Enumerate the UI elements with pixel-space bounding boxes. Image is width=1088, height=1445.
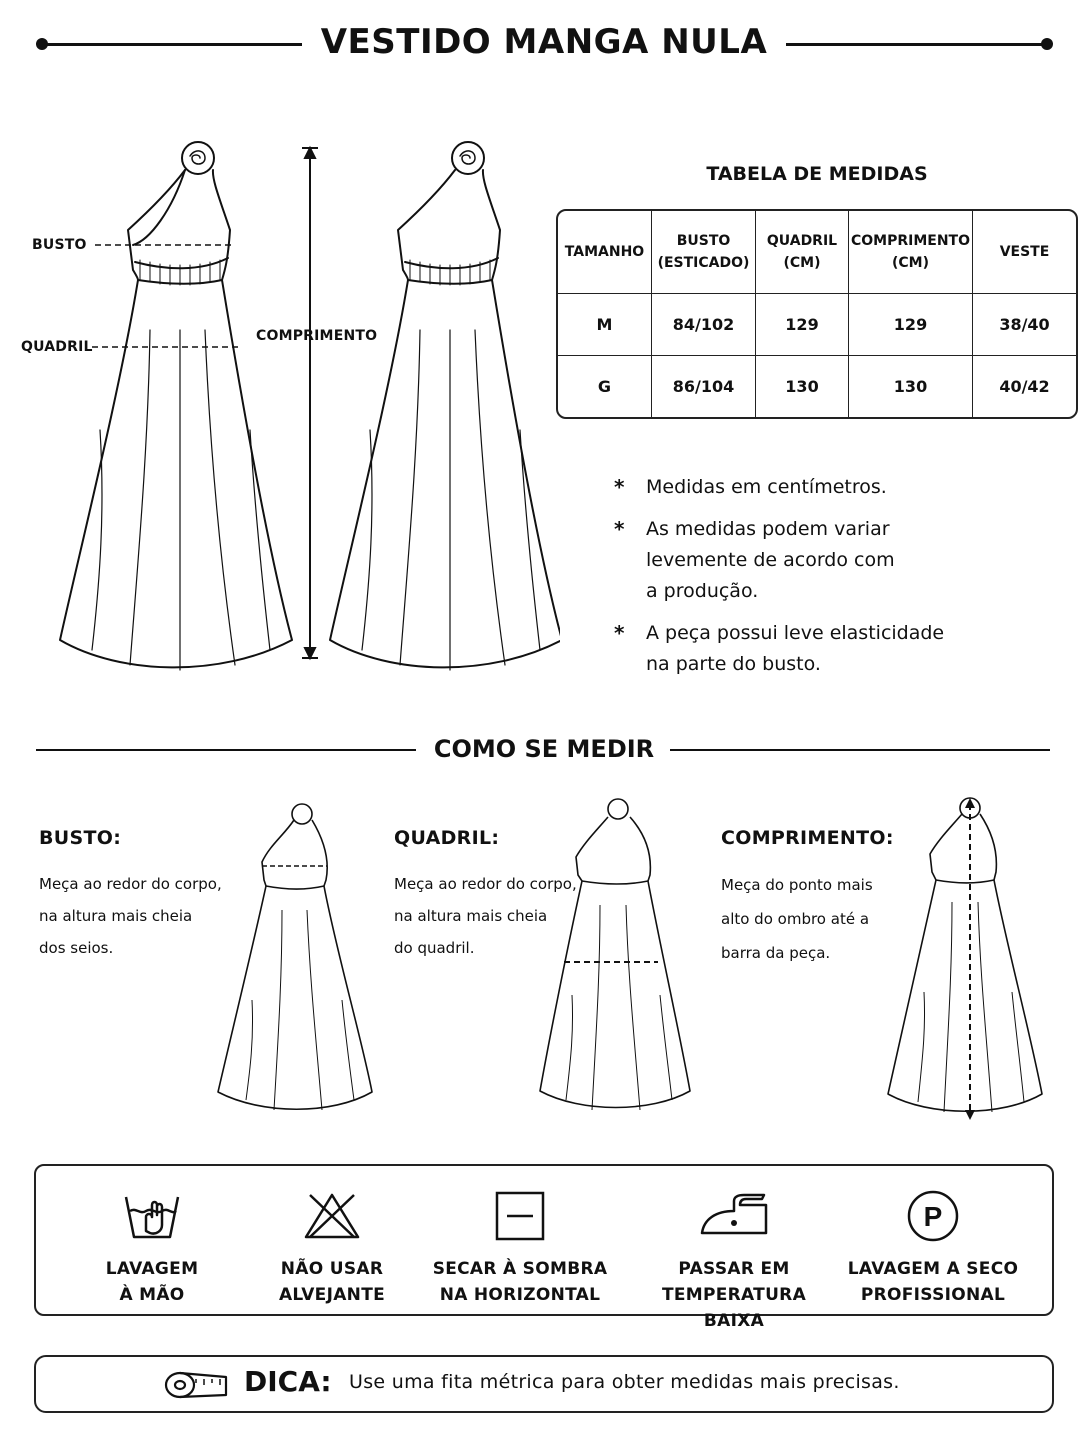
care-label: LAVAGEM A SECO PROFISSIONAL (847, 1259, 1019, 1305)
tip-label: DICA: (244, 1365, 332, 1398)
table-header-cell: COMPRIMENTO (CM) (849, 211, 973, 294)
note-bullet: * (614, 475, 625, 499)
how-heading-comprimento: COMPRIMENTO: (721, 827, 894, 849)
how-text-comprimento: Meça do ponto mais alto do ombro até a barra da peça. (721, 876, 873, 962)
table-cell: 40/42 (999, 377, 1050, 396)
header-right-rule (786, 43, 1046, 46)
svg-text:P: P (923, 1201, 943, 1232)
how-heading-quadril: QUADRIL: (394, 827, 500, 849)
care-item-dry-flat-shade (420, 1188, 620, 1308)
dress-diagram-busto (212, 800, 382, 1120)
table-cell: 130 (849, 356, 973, 417)
list-item (614, 514, 1054, 607)
table-header-cell: BUSTO (ESTICADO) (652, 211, 756, 294)
diagram-label-busto: BUSTO (32, 237, 87, 253)
tip-panel (34, 1355, 1054, 1413)
note-text: Medidas em centímetros. (646, 476, 887, 498)
table-header-cell: QUADRIL (CM) (756, 211, 849, 294)
table-header-cell: TAMANHO (558, 211, 652, 294)
dress-diagram-quadril (536, 795, 696, 1120)
hand-wash-icon (52, 1188, 252, 1244)
care-item-no-bleach (232, 1188, 432, 1308)
table-cell: 38/40 (973, 294, 1076, 356)
note-text: A peça possui leve elasticidade na parte do busto. (646, 622, 945, 675)
section-title-how-to-measure: COMO SE MEDIR (433, 735, 655, 763)
care-item-professional-dry-clean (833, 1188, 1033, 1308)
no-bleach-icon (232, 1188, 432, 1244)
care-label: NÃO USAR ALVEJANTE (278, 1259, 386, 1305)
table-cell: G (558, 356, 652, 417)
table-row (558, 294, 1076, 356)
note-text: As medidas podem variar levemente de acordo com a produção. (646, 518, 895, 602)
size-table-title: TABELA DE MEDIDAS (706, 163, 928, 185)
how-text-busto: Meça ao redor do corpo, na altura mais cheia dos seios. (39, 875, 222, 957)
table-cell: 129 (849, 294, 973, 356)
care-item-iron-low (634, 1188, 834, 1334)
table-cell: 130 (756, 356, 849, 417)
list-item (614, 618, 1054, 680)
diagram-label-comprimento: COMPRIMENTO (256, 328, 378, 344)
table-cell: 84/102 (652, 294, 756, 356)
diagram-label-quadril: QUADRIL (21, 339, 93, 355)
measuring-tape-icon (162, 1367, 232, 1403)
table-cell: M (558, 294, 652, 356)
dry-flat-shade-icon (420, 1188, 620, 1244)
table-cell: 86/104 (652, 356, 756, 417)
how-heading-busto: BUSTO: (39, 827, 122, 849)
note-bullet: * (614, 621, 625, 645)
professional-dry-clean-icon (833, 1188, 1033, 1244)
page-title: VESTIDO MANGA NULA (320, 22, 768, 62)
table-row (558, 356, 1076, 417)
section-right-rule (670, 749, 1050, 751)
care-label: LAVAGEM À MÃO (105, 1259, 199, 1305)
care-label: SECAR À SOMBRA NA HORIZONTAL (432, 1259, 608, 1305)
tip-text: Use uma fita métrica para obter medidas mais precisas. (349, 1371, 900, 1393)
list-item (614, 472, 1054, 503)
how-text-quadril: Meça ao redor do corpo, na altura mais cheia do quadril. (394, 875, 577, 957)
table-header-cell: VESTE (973, 211, 1076, 294)
note-bullet: * (614, 517, 625, 541)
header-right-dot (1041, 38, 1053, 50)
dress-diagram-comprimento (880, 792, 1050, 1122)
table-cell: 129 (756, 294, 849, 356)
notes-list (614, 472, 1054, 691)
dress-diagram-front (0, 130, 560, 690)
care-instructions-panel (34, 1164, 1054, 1331)
table-header-row (558, 211, 1076, 294)
iron-low-icon (634, 1188, 834, 1244)
care-item-hand-wash (52, 1188, 252, 1308)
care-label: PASSAR EM TEMPERATURA BAIXA (661, 1259, 807, 1331)
size-table (556, 209, 1078, 419)
